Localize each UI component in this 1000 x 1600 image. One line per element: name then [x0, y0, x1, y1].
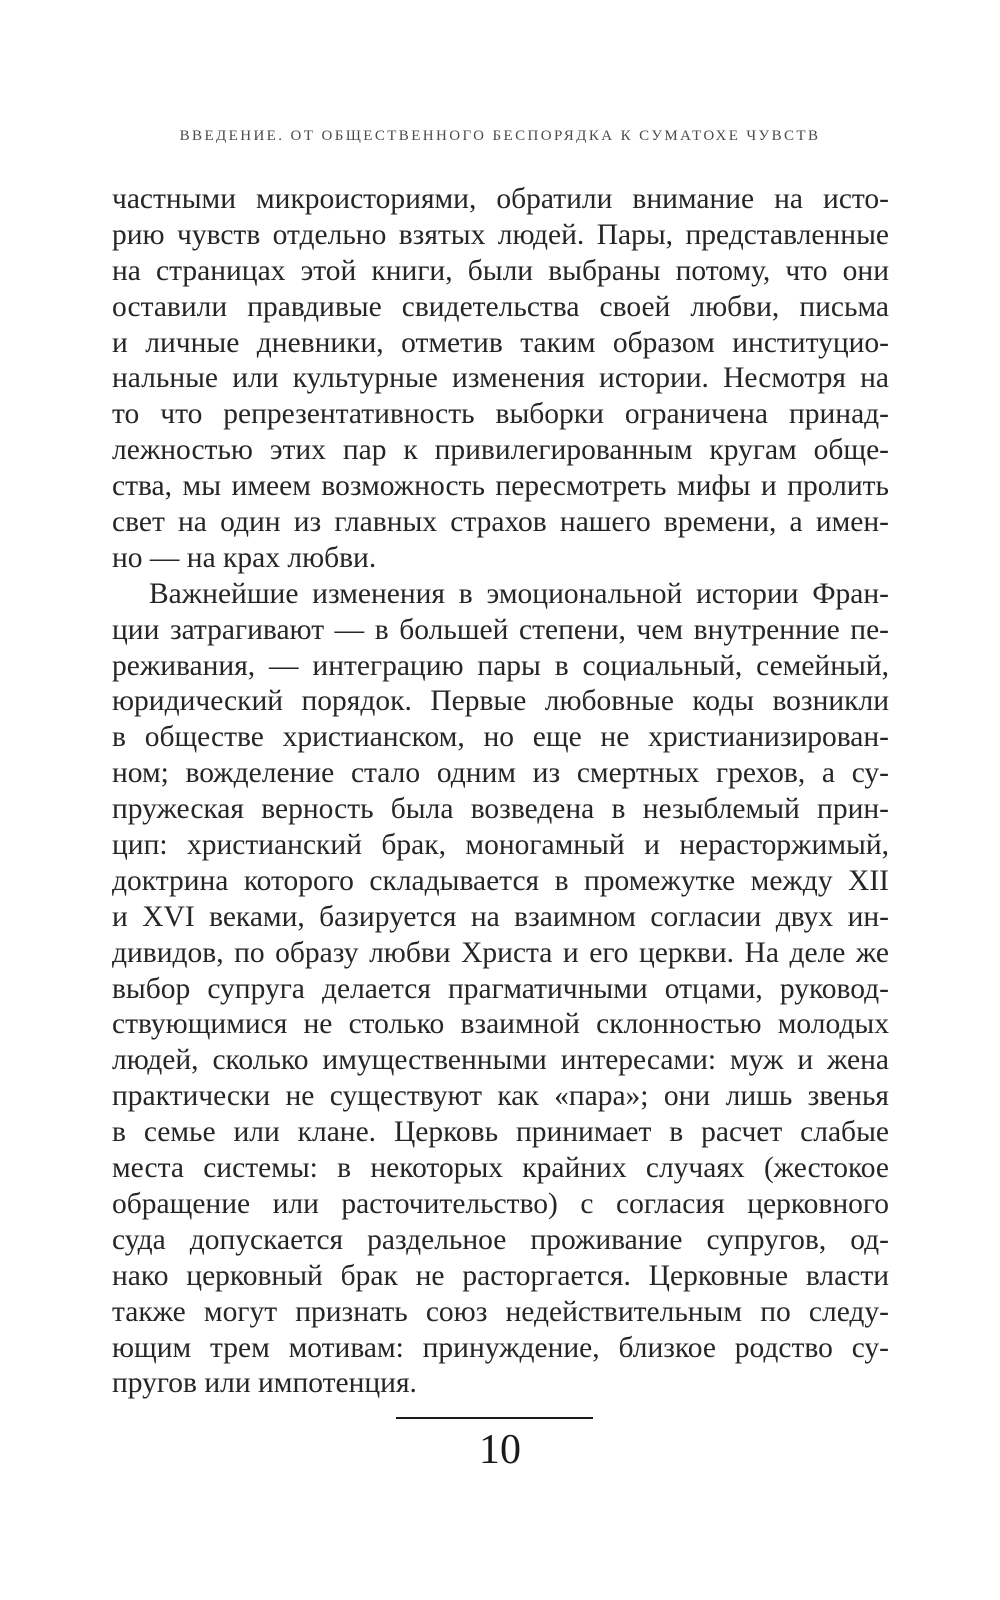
text-line: доктрина которого складывается в промежутке между XII [112, 864, 889, 897]
text-line: цип: христианский брак, моногамный и нерасторжимый, [112, 829, 889, 862]
text-line: также могут признать союз недействительным по следу- [112, 1295, 889, 1328]
text-line: и XVI веками, базируется на взаимном согласии двух ин- [112, 900, 889, 933]
text-line: в обществе христианском, но еще не христианизирован- [112, 721, 889, 754]
text-line: то что репрезентативность выборки ограничена принад- [112, 398, 889, 431]
text-line: но — на крах любви. [112, 541, 377, 574]
text-line: реживания, — интеграцию пары в социальный, семейный, [112, 649, 889, 682]
text-line: юридический порядок. Первые любовные коды возникли [112, 685, 889, 718]
paragraph-2 [112, 577, 889, 1402]
text-line: свет на один из главных страхов нашего времени, а имен- [112, 506, 889, 539]
text-line: в семье или клане. Церковь принимает в расчет слабые [112, 1116, 889, 1149]
footer-rule [396, 1417, 593, 1419]
text-line: Важнейшие изменения в эмоциональной истории Фран- [149, 577, 889, 610]
text-line: частными микроисториями, обратили внимание на исто- [112, 183, 889, 215]
text-line: ства, мы имеем возможность пересмотреть мифы и пролить [112, 470, 889, 503]
text-line: ном; вожделение стало одним из смертных грехов, а су- [112, 757, 889, 790]
text-line: лежностью этих пар к привилегированным кругам обще- [112, 434, 889, 467]
running-head: ВВЕДЕНИЕ. ОТ ОБЩЕСТВЕННОГО БЕСПОРЯДКА К СУМАТОХЕ ЧУВСТВ [179, 128, 821, 144]
text-line: выбор супруга делается прагматичными отцами, руковод- [112, 972, 889, 1005]
page-number: 10 [479, 1427, 521, 1473]
paragraph-1 [112, 182, 889, 577]
text-line: рию чувств отдельно взятых людей. Пары, представленные [112, 218, 889, 251]
text-line: обращение или расточительство) с согласия церковного [112, 1187, 889, 1220]
text-line: суда допускается раздельное проживание супругов, од- [112, 1223, 889, 1256]
text-line: пружеская верность была возведена в незыблемый прин- [112, 793, 889, 826]
text-block [112, 182, 889, 1402]
text-line: ствующимися не столько взаимной склонностью молодых [112, 1008, 889, 1041]
text-line: дивидов, по образу любви Христа и его церкви. На деле же [112, 936, 889, 969]
text-line: ющим трем мотивам: принуждение, близкое родство су- [112, 1331, 889, 1364]
text-line: практически не существуют как «пара»; они лишь звенья [112, 1080, 889, 1113]
text-line: на страницах этой книги, были выбраны потому, что они [112, 254, 889, 287]
text-line: оставили правдивые свидетельства своей любви, письма [112, 290, 889, 323]
text-line: и личные дневники, отметив таким образом институцио- [112, 326, 889, 359]
text-line: места системы: в некоторых крайних случаях (жестокое [112, 1152, 889, 1185]
text-line: нако церковный брак не расторгается. Церковные власти [112, 1259, 889, 1292]
text-line: пругов или импотенция. [112, 1367, 417, 1400]
text-line: людей, сколько имущественными интересами: муж и жена [112, 1044, 889, 1077]
text-line: ции затрагивают — в большей степени, чем внутренние пе- [112, 613, 889, 646]
text-line: нальные или культурные изменения истории. Несмотря на [112, 362, 889, 395]
